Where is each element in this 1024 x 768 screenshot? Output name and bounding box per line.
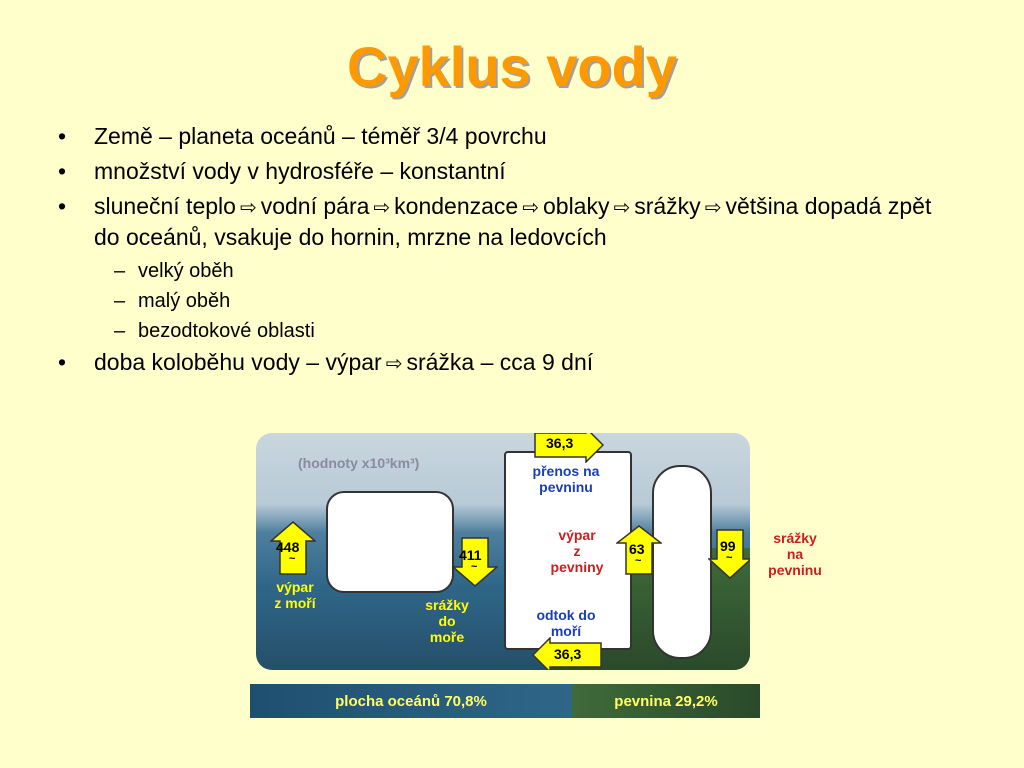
bullet-dot: • [58, 349, 67, 375]
hollow-right-arrow-icon: ⇨ [522, 197, 539, 219]
bullet-text: Země – planeta oceánů – téměř 3/4 povrchu [94, 123, 547, 149]
transport-to-land-arrow [534, 433, 604, 463]
evaporation-ocean-arrow [270, 521, 316, 575]
hollow-right-arrow-icon: ⇨ [373, 197, 391, 219]
bullet-text-part: srážky [634, 193, 701, 219]
bullet-text-part: srážka – cca 9 dní [406, 349, 594, 375]
arrow-sign: ~ [635, 555, 642, 567]
bullet-item [58, 192, 958, 252]
runoff-label: odtok do moří [536, 607, 596, 639]
arrow-sign: ~ [726, 552, 733, 564]
ocean-share: plocha oceánů 70,8% [250, 684, 572, 718]
arrow-value: 36,3 [554, 646, 582, 662]
bullet-text-part: oblaky [542, 193, 610, 219]
sub-bullet-item [58, 318, 958, 344]
sub-bullet-item [58, 288, 958, 314]
precipitation-ocean-arrow [452, 537, 498, 587]
sub-bullet-text: bezodtokové oblasti [138, 320, 315, 342]
precipitation-land-label: srážky na pevninu [768, 530, 822, 578]
bullet-text-part: většina dopadá zpět do oceánů, vsakuje do hornin, mrzne na ledovcích [94, 193, 932, 250]
evaporation-ocean-label: výpar z moří [274, 579, 316, 611]
slide-title: Cyklus vody [347, 35, 677, 98]
bullet-list [58, 122, 958, 385]
bullet-text-part: vodní pára [260, 193, 370, 219]
sub-bullet-dash: – [114, 290, 126, 312]
bullet-dot: • [58, 123, 67, 149]
runoff-arrow [532, 637, 602, 670]
evaporation-land-label: výpar z pevniny [550, 527, 604, 575]
arrow-value: 448 [276, 539, 300, 555]
precipitation-land-arrow [708, 529, 750, 579]
bullet-text-part: kondenzace [394, 193, 519, 219]
bullet-item [58, 157, 958, 186]
surface-ratio-bar [250, 684, 760, 718]
bullet-item [58, 122, 958, 151]
hollow-right-arrow-icon: ⇨ [385, 353, 403, 375]
transport-label: přenos na pevninu [532, 463, 600, 495]
hollow-right-arrow-icon: ⇨ [704, 197, 722, 219]
sub-bullet-text: malý oběh [138, 290, 231, 312]
sub-bullet-dash: – [114, 320, 126, 342]
bullet-dot: • [58, 193, 67, 219]
arrow-sign: ~ [471, 561, 478, 573]
units-label: (hodnoty x10³km³) [298, 455, 420, 471]
hollow-right-arrow-icon: ⇨ [239, 197, 257, 219]
bullet-text-part: doba koloběhu vody – výpar [94, 349, 382, 375]
arrow-value: 99 [720, 538, 736, 554]
water-cycle-diagram [256, 433, 750, 670]
evaporation-land-arrow [616, 525, 662, 575]
bullet-text: množství vody v hydrosféře – konstantní [94, 158, 506, 184]
arrow-value: 63 [629, 541, 645, 557]
hollow-right-arrow-icon: ⇨ [613, 197, 631, 219]
arrow-sign: ~ [289, 553, 296, 565]
ocean-atmosphere-box [326, 491, 454, 593]
sub-bullet-text: velký oběh [138, 260, 234, 282]
sub-bullet-item [58, 258, 958, 284]
land-share: pevnina 29,2% [572, 684, 760, 718]
arrow-value: 36,3 [546, 435, 574, 451]
arrow-value: 411 [459, 547, 482, 563]
bullet-dot: • [58, 158, 67, 184]
bullet-text-part: sluneční teplo [94, 193, 236, 219]
precipitation-ocean-label: srážky do moře [425, 597, 469, 645]
bullet-item [58, 348, 958, 379]
sub-bullet-dash: – [114, 260, 126, 282]
